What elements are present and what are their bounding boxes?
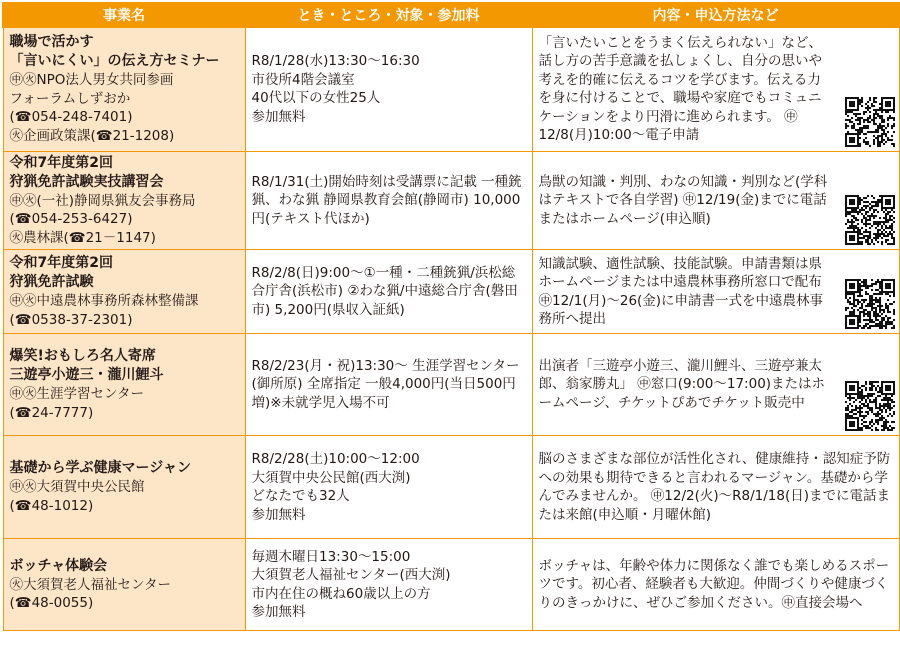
event-title: 三遊亭小遊三・瀧川鯉斗: [9, 367, 164, 383]
organizer-phone: (☎48-1012): [9, 497, 94, 514]
event-name-cell: [3, 436, 245, 539]
event-title: 狩猟免許試験: [9, 274, 94, 290]
target: 40代以下の女性25人: [251, 90, 381, 107]
events-table: [2, 2, 900, 631]
organizer: ㊥㊋中遠農林事務所森林整備課: [9, 293, 199, 309]
qr-code-icon[interactable]: [845, 195, 895, 245]
date-time: 毎週木曜日13:30～15:00: [251, 548, 411, 565]
contact: ㊋農林課(☎21－1147): [9, 229, 156, 246]
when-where-cell: [245, 27, 532, 151]
event-title: 職場で活かす: [9, 34, 94, 51]
fee: 参加無料: [251, 506, 306, 523]
target: 市内在住の概ね60歳以上の方: [251, 585, 431, 602]
details-cell: [532, 334, 899, 436]
target: どなたでも32人: [251, 488, 350, 504]
when-where-cell: [245, 436, 532, 539]
organizer: ㊋大須賀老人福祉センター: [9, 576, 171, 593]
details-text: 鳥獣の知識・判別、わなの知識・判別など(学科はテキストで各自学習) ㊥12/19(金)までに電話またはホームページ(申込順): [538, 173, 828, 227]
when-where-text: R8/2/8(日)9:00～①一種・二種銃猟/浜松総合庁舎(浜松市) ②わな猟/中遠総合庁舎(磐田市) 5,200円(県収入証紙): [251, 264, 518, 318]
organizer: ㊥㊋大須賀中央公民館: [9, 479, 145, 495]
header-row: [3, 3, 899, 27]
details-text: 「言いたいことをうまく伝えられない」など、話し方の苦手意識を払しょくし、自分の思いや考えを的確に伝えるコツを学びます。伝える力を身に付けることで、職場や家庭でもコミュニケーションをより円滑に進められます。 ㊥12/8(月)10:00～電子申請: [538, 34, 822, 144]
event-name-cell: [3, 151, 245, 250]
details-cell: [532, 151, 899, 250]
qr-code-icon[interactable]: [845, 279, 895, 329]
event-title: 爆笑!おもしろ名人寄席: [9, 348, 156, 364]
details-cell: [532, 250, 899, 334]
date-time: R8/2/28(土)10:00～12:00: [251, 451, 420, 467]
event-title: ボッチャ体験会: [9, 557, 108, 574]
when-where-cell: [245, 151, 532, 250]
when-where-text: R8/1/31(土)開始時刻は受講票に記載 一種銃猟、わな猟 静岡県教育会館(静岡市) 10,000円(テキスト代ほか): [251, 173, 522, 227]
event-title: 「言いにくい」の伝え方セミナー: [9, 53, 220, 70]
event-name-cell: [3, 250, 245, 334]
organizer: ㊥㊋(一社)静岡県猟友会事務局: [9, 192, 196, 209]
details-text: ボッチャは、年齢や体力に関係なく誰でも楽しめるスポーツです。初心者、経験者も大歓迎。仲間づくりや健康づくりのきっかけに、ぜひご参加ください。㊥直接会場へ: [538, 557, 890, 611]
fee: 参加無料: [251, 604, 306, 620]
when-where-text: R8/2/23(月・祝)13:30～ 生涯学習センター(御所原) 全席指定 一般4,000円(当日500円増)※未就学児入場不可: [251, 357, 520, 411]
date-time: R8/1/28(水)13:30～16:30: [251, 53, 420, 70]
table-row: [3, 250, 899, 334]
organizer-phone: (☎0538-37-2301): [9, 311, 133, 328]
venue: 大須賀老人福祉センター(西大渕): [251, 567, 451, 583]
details-cell: [532, 436, 899, 539]
when-where-cell: [245, 250, 532, 334]
table-row: [3, 27, 899, 151]
event-name-cell: [3, 539, 245, 631]
organizer: ㊥㊋NPO法人男女共同参画: [9, 72, 174, 89]
table-row: [3, 151, 899, 250]
event-title: 令和7年度第2回: [9, 154, 113, 171]
qr-code-icon[interactable]: [845, 381, 895, 431]
header-when-where: とき・ところ・対象・参加料: [245, 3, 532, 27]
table-row: [3, 436, 899, 539]
event-name-cell: [3, 334, 245, 436]
organizer-phone: (☎054-253-6427): [9, 211, 133, 227]
table-row: [3, 539, 899, 631]
details-text: 知識試験、適性試験、技能試験。申請書類は県ホームページまたは中遠農林事務所窓口で配布㊥12/1(月)～26(金)に申請書一式を中遠農林事務所へ提出: [538, 255, 824, 327]
organizer-phone: (☎054-248-7401): [9, 109, 133, 126]
event-name-cell: [3, 27, 245, 151]
event-title: 基礎から学ぶ健康マージャン: [9, 460, 191, 476]
organizer: ㊥㊋生涯学習センター: [9, 386, 144, 402]
event-title: 狩猟免許試験実技講習会: [9, 173, 164, 190]
when-where-cell: [245, 334, 532, 436]
qr-code-icon[interactable]: [845, 97, 895, 147]
header-details: 内容・申込方法など: [532, 3, 899, 27]
when-where-cell: [245, 539, 532, 631]
contact: ㊋企画政策課(☎21-1208): [9, 127, 175, 144]
details-text: 出演者「三遊亭小遊三、瀧川鯉斗、三遊亭兼太郎、翁家勝丸」 ㊥窓口(9:00～17:00)またはホームページ、チケットぴあでチケット販売中: [538, 357, 826, 411]
venue: 大須賀中央公民館(西大渕): [251, 469, 411, 486]
organizer-phone: (☎24-7777): [9, 404, 94, 421]
details-cell: [532, 27, 899, 151]
table-row: [3, 334, 899, 436]
event-title: 令和7年度第2回: [9, 255, 113, 271]
fee: 参加無料: [251, 108, 306, 125]
organizer-phone: (☎48-0055): [9, 595, 94, 611]
venue: 市役所4階会議室: [251, 71, 355, 88]
details-text: 脳のさまざまな部位が活性化され、健康維持・認知症予防への効果も期待できると言われるマージャン。基礎から学んでみませんか。 ㊥12/2(火)～R8/1/18(日)までに電話または来館(申込順・月曜休館): [538, 451, 891, 523]
details-cell: [532, 539, 899, 631]
header-event-name: 事業名: [3, 3, 245, 27]
organizer: フォーラムしずおか: [9, 90, 131, 107]
